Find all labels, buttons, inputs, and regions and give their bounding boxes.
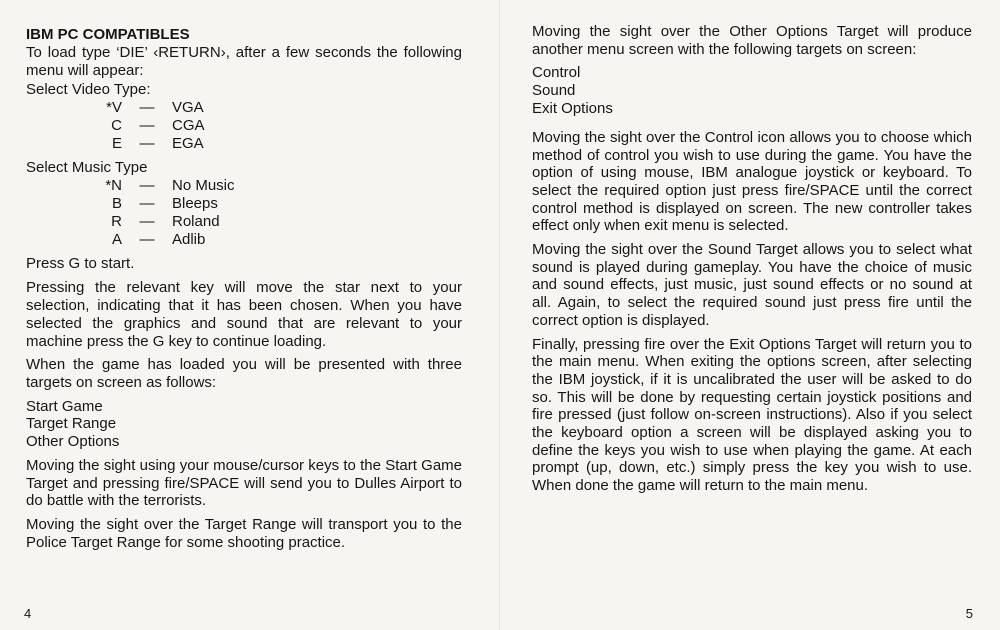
target-range-paragraph: Moving the sight over the Target Range will transport you to the Police Target Range for some shooting practice. [26,516,462,551]
page-number-right: 5 [965,606,973,621]
option-target-item: Sound [532,82,576,100]
target-item: Target Range [26,415,117,433]
music-options-list [26,177,462,249]
target-item: Start Game [26,397,103,415]
video-options-list [26,99,462,153]
option-dash: — [139,177,155,195]
music-option-row [26,231,462,249]
option-label: CGA [172,117,205,135]
selection-paragraph: Pressing the relevant key will move the star next to your selection, indicating that it has been chosen. When you have selected the graphics and sound that are relevant to your machine press the G key to continue loading. [26,279,462,350]
option-label: Roland [172,213,220,231]
option-target-item: Exit Options [532,100,613,117]
other-options-paragraph: Moving the sight over the Other Options Target will produce another menu screen with the following targets on screen: [532,23,972,58]
video-type-label: Select Video Type: [26,81,151,99]
option-key: *N [105,177,122,195]
option-dash: — [139,117,155,135]
option-label: VGA [172,99,204,117]
sound-paragraph: Moving the sight over the Sound Target allows you to select what sound is played during gameplay. You have the choice of music and sound effects, just music, just sound effects or no sound at all. Again, to select the required sound just press fire until the correct option is displayed. [532,241,972,329]
option-key: C [111,117,122,135]
option-label: No Music [172,177,235,195]
option-key: E [111,135,122,153]
option-dash: — [139,135,155,153]
music-option-row [26,213,462,231]
exit-options-paragraph: Finally, pressing fire over the Exit Options Target will return you to the main menu. When exiting the options screen, after selecting the IBM joystick, if it is uncalibrated the user will be asked to do so. This will be done by requesting certain joystick positions and fire pressed (just follow on-screen instructions). Also if you select the keyboard option a screen will be displayed asking you to define the keys you wish to use when playing the game. At each prompt (up, down, etc.) simply press the key you wish to use. When done the game will return to the main menu. [532,335,972,495]
intro-paragraph: To load type ‘DIE’ ‹RETURN›, after a few seconds the following menu will appear: [26,44,462,79]
option-target-item: Control [532,64,581,82]
section-heading: IBM PC COMPATIBLES [26,26,190,43]
option-label: Bleeps [172,195,218,213]
music-option-row [26,195,462,213]
video-option-row [26,117,462,135]
music-option-row [26,177,462,195]
option-dash: — [139,99,155,117]
target-item: Other Options [26,433,120,451]
option-key: *V [106,99,122,117]
video-option-row [26,135,462,153]
loaded-paragraph: When the game has loaded you will be presented with three targets on screen as follows: [26,356,462,391]
music-type-label: Select Music Type [26,159,148,177]
option-key: R [111,213,122,231]
page-number-left: 4 [24,606,32,621]
right-page [500,0,1000,630]
targets-list [26,398,462,451]
control-paragraph: Moving the sight over the Control icon allows you to choose which method of control you wish to use during the game. You have the option of using mouse, IBM analogue joystick or keyboard. To select the required option just press fire/SPACE until the correct control method is displayed on screen. The new controller takes effect only when exit menu is selected. [532,128,972,235]
option-key: A [111,231,122,249]
option-label: Adlib [172,231,206,249]
video-option-row [26,99,462,117]
option-dash: — [139,195,155,213]
option-dash: — [139,213,155,231]
option-key: B [111,195,122,213]
option-label: EGA [172,135,204,153]
start-game-paragraph: Moving the sight using your mouse/cursor keys to the Start Game Target and pressing fire/SPACE will send you to Dulles Airport to do battle with the terrorists. [26,457,462,510]
option-targets-list [532,64,972,117]
option-dash: — [139,231,155,249]
press-g-instruction: Press G to start. [26,255,135,273]
